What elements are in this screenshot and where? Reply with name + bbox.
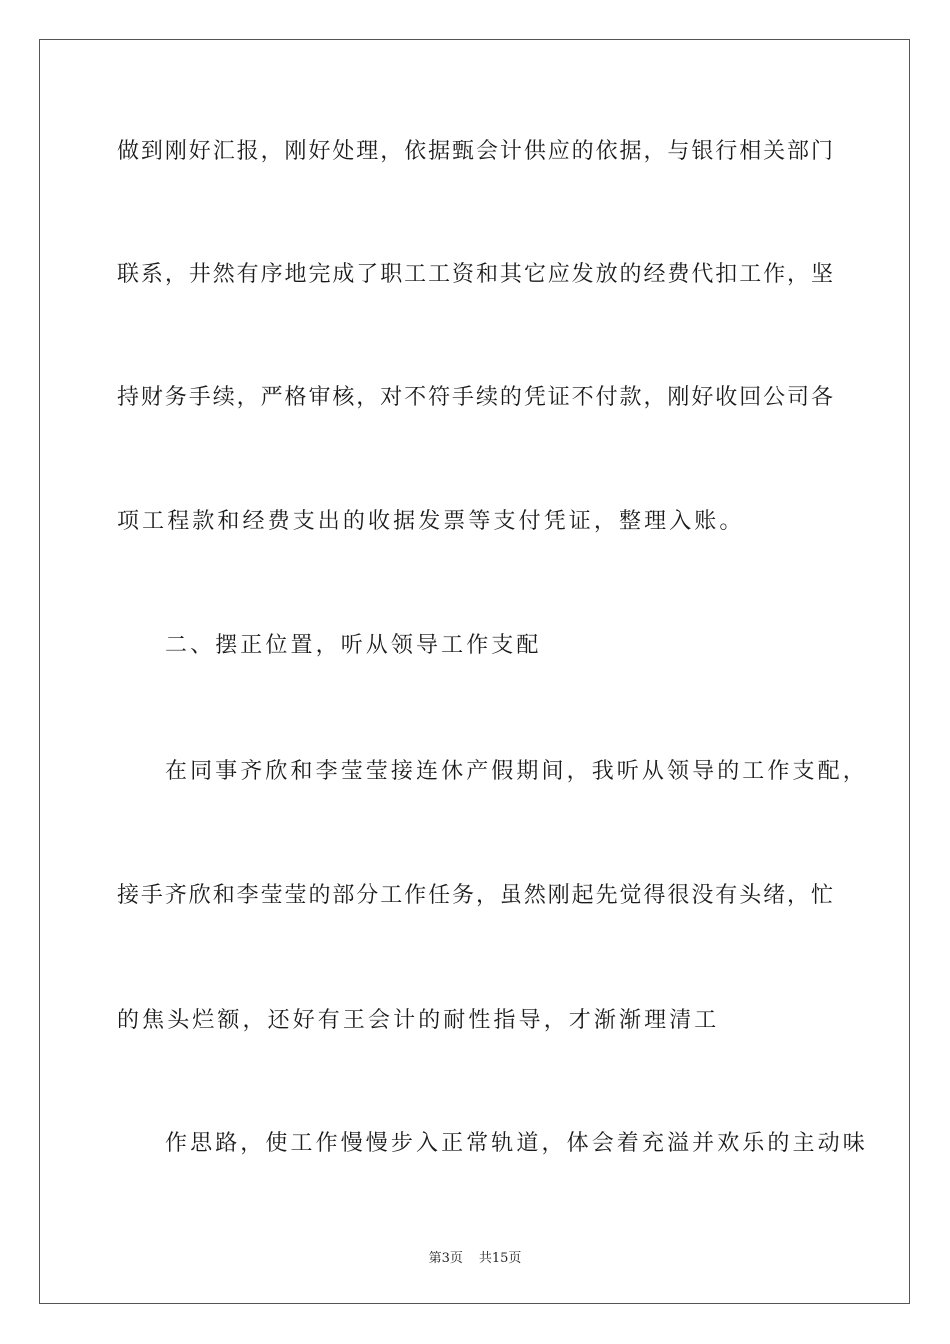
body-line-3: 持财务手续，严格审核，对不符手续的凭证不付款，刚好收回公司各	[117, 385, 833, 410]
body-line-1: 做到刚好汇报，刚好处理，依据甄会计供应的依据，与银行相关部门	[117, 139, 833, 164]
body-line-6: 在同事齐欣和李莹莹接连休产假期间，我听从领导的工作支配，	[165, 759, 868, 784]
page-footer	[0, 1247, 950, 1266]
page-border	[39, 39, 910, 1304]
body-line-7: 接手齐欣和李莹莹的部分工作任务，虽然刚起先觉得很没有头绪，忙	[117, 883, 833, 908]
body-line-4: 项工程款和经费支出的收据发票等支付凭证，整理入账。	[117, 509, 745, 534]
body-line-9: 作思路，使工作慢慢步入正常轨道，体会着充溢并欢乐的主动味	[165, 1131, 868, 1156]
body-line-8: 的焦头烂额，还好有王会计的耐性指导，才渐渐理清工	[117, 1008, 720, 1033]
body-line-2: 联系，井然有序地完成了职工工资和其它应发放的经费代扣工作，坚	[117, 262, 833, 287]
page-total: 共15页	[478, 1251, 522, 1266]
page-number: 第3页	[428, 1251, 463, 1266]
section-heading: 二、摆正位置，听从领导工作支配	[165, 633, 542, 658]
